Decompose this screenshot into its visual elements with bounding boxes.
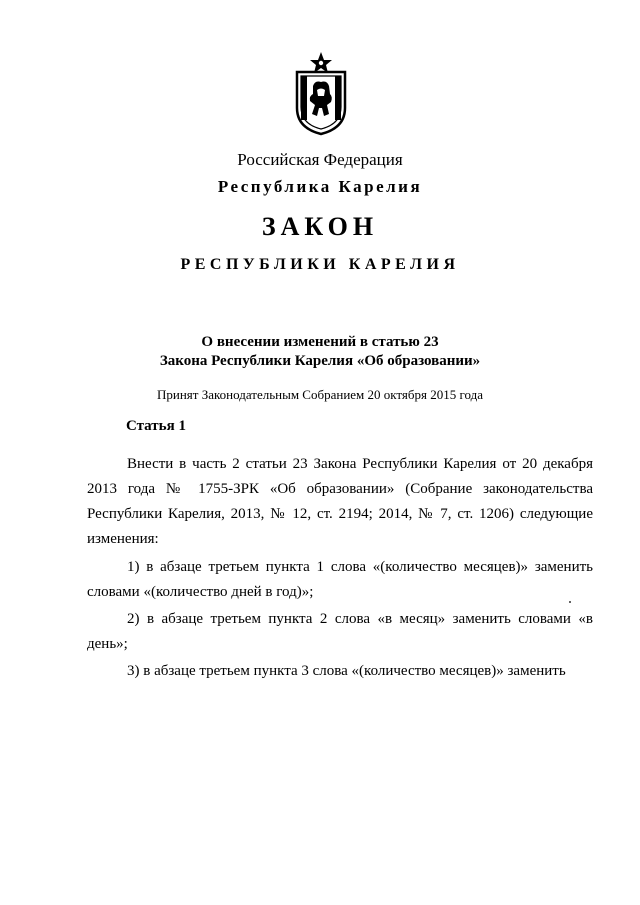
article-paragraph: 1) в абзаце третьем пункта 1 слова «(количество месяцев)» заменить словами «(количество дней в год)»;: [87, 559, 593, 600]
coat-of-arms-karelia-icon: [291, 50, 351, 136]
republic-name: Республика Карелия: [217, 177, 423, 196]
article-heading: Статья 1: [126, 418, 186, 434]
document-title: [0, 333, 640, 371]
document-title-line-2: Закона Республики Карелия «Об образовании»: [159, 353, 481, 369]
article-paragraph: Внести в часть 2 статьи 23 Закона Республики Карелия от 20 декабря 2013 года № 1755-ЗРК «Об образовании» (Собрание законодательства Республики Карелия, 2013, № 12, ст. 2194; 2014, № 7, ст. 1206) следующие изменения:: [87, 456, 593, 547]
article-paragraph: 3) в абзаце третьем пункта 3 слова «(количество месяцев)» заменить: [127, 663, 566, 679]
article-paragraph: 2) в абзаце третьем пункта 2 слова «в месяц» заменить словами «в день»;: [87, 611, 593, 652]
adoption-note: Принят Законодательным Собранием 20 октября 2015 года: [156, 387, 484, 402]
scan-speck: [569, 601, 571, 603]
document-title-line-1: О внесении изменений в статью 23: [201, 334, 439, 350]
law-subtitle: РЕСПУБЛИКИ КАРЕЛИЯ: [180, 256, 460, 273]
law-title: ЗАКОН: [261, 212, 379, 241]
country-name: Российская Федерация: [237, 150, 403, 169]
